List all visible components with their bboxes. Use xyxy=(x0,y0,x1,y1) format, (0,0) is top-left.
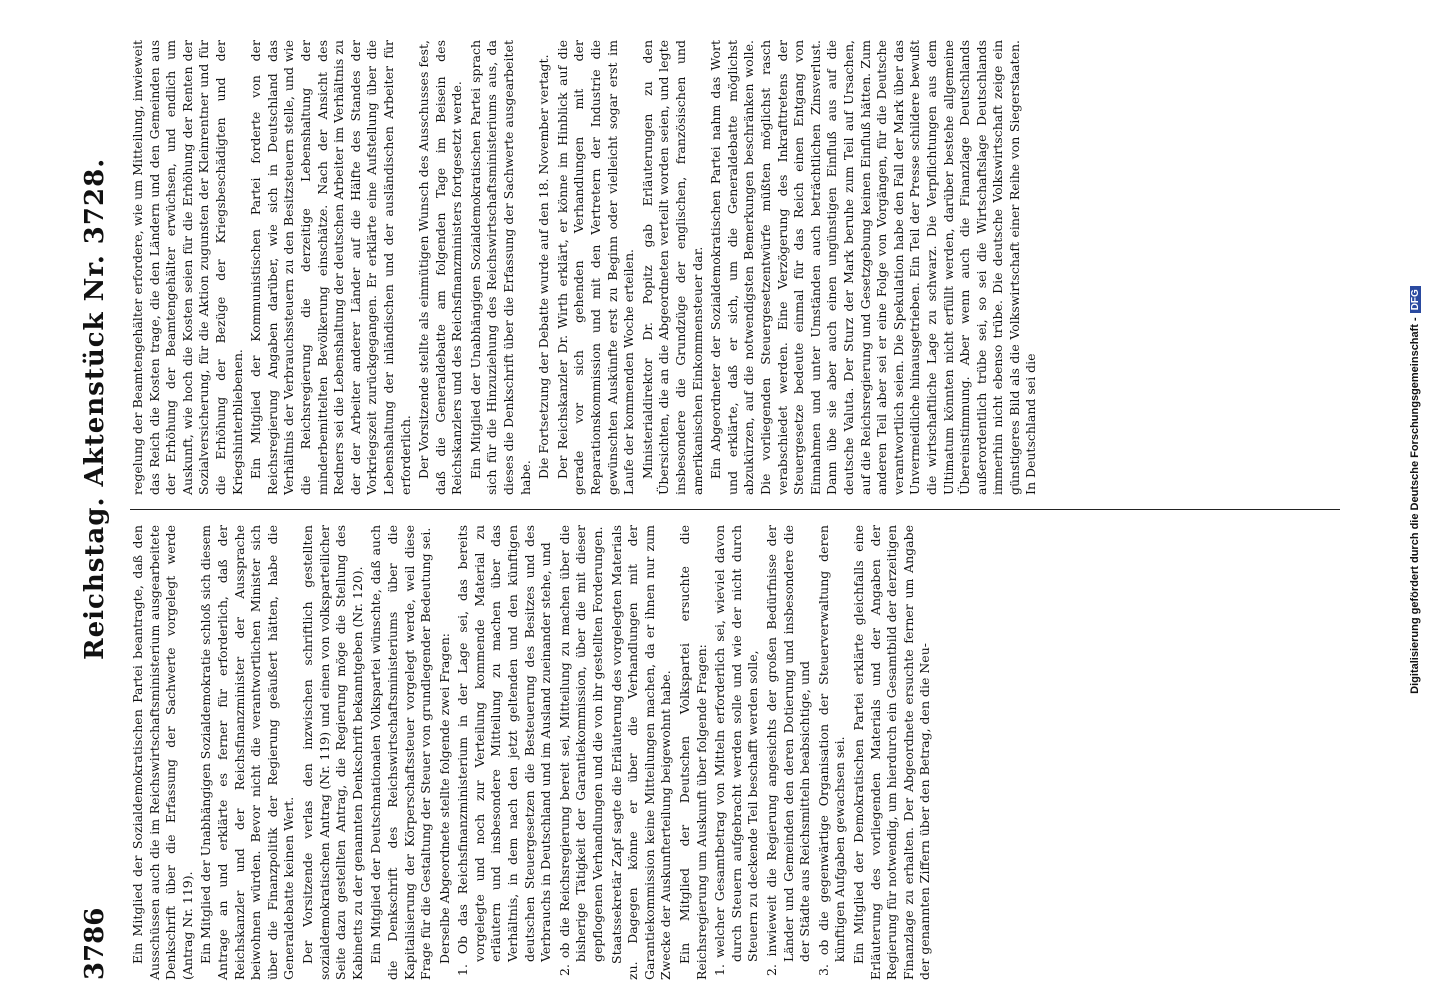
page-title: Reichstag. Aktenstück Nr. 3728. xyxy=(80,157,110,660)
paragraph: Ein Mitglied der Deutschen Volkspartei ersuchte die Reichsregierung um Auskunft über folgende Fragen: xyxy=(677,525,709,980)
paragraph: Ein Mitglied der Unabhängigen Sozialdemokratischen Partei sprach sich für die Hinzuziehung des Reichswirtschaftsministeriums aus, da dieses die Denkschrift über die Erfassung der Sachwerte ausgearbeitet habe. xyxy=(467,40,533,495)
paragraph: Ein Mitglied der Kommunistischen Partei forderte von der Reichsregierung Angaben darüber, wie sich in Deutschland das Verhältnis der Verbrauchssteuern zu den Besitzsteuern stelle, und wie die Reichsregierung die derzeitige Lebenshaltung der minderbemittelten Bevölkerung einschätze. Nach der Ansicht des Redners sei die Lebenshaltung der deutschen Arbeiter im Verhältnis zu der der Arbeiter anderer Länder auf die Hälfte des Standes der Vorkriegszeit zurückgegangen. Er erklärte eine Aufstellung über die Lebenshaltung der inländischen und der ausländischen Arbeiter für erforderlich. xyxy=(248,40,413,495)
paragraph: Ein Mitglied der Deutschnationalen Volkspartei wünschte, daß auch die Denkschrift des Reichswirtschaftsministeriums über die Kapitalisierung der Körperschaftssteuer vorgelegt werde, weil diese Frage für die Gestaltung der Steuer von grundlegender Bedeutung sei. xyxy=(368,525,434,980)
paragraph: Ein Mitglied der Demokratischen Partei erklärte gleichfalls eine Erläuterung des vorliegenden Materials und der Angaben der Regierung für notwendig, um hierdurch ein Gesamtbild der derzeitigen Finanzlage zu erhalten. Der Abgeordnete ersuchte ferner um Angabe der genannten Ziffern über den Betrag, den die Neu- xyxy=(850,525,933,980)
left-column xyxy=(130,525,936,980)
list-item: 1. welcher Gesamtbetrag von Mitteln erforderlich sei, wieviel davon durch Steuern aufgebracht werden solle und wie der nicht durch Steuern zu deckende Teil beschafft werden solle, xyxy=(712,525,761,976)
paragraph: Die Fortsetzung der Debatte wurde auf den 18. November vertagt. xyxy=(536,54,552,479)
rotated-sheet xyxy=(60,0,1360,1000)
paragraph: Der Reichskanzler Dr. Wirth erklärt, er könne im Hinblick auf die gerade vor sich gehenden Verhandlungen mit der Reparationskommission und mit den Vertretern der Industrie die gewünschten Auskünfte erst zu Beginn oder vielleicht sogar erst im Laufe der kommenden Woche erteilen. xyxy=(554,40,637,495)
paragraph: Staatssekretär Zapf sagte die Erläuterung des vorgelegten Materials zu. Dagegen könne er über die Verhandlungen mit der Garantiekommission keine Mitteilungen machen, da er ihnen nur zum Zwecke der Auskunfterteilung beigewohnt habe. xyxy=(608,525,674,980)
list-item: 3. ob die gegenwärtige Organisation der Steuerverwaltung deren künftigen Aufgaben gewachsen sei. xyxy=(815,525,848,976)
credit-label: Digitalisierung gefördert durch die Deutsche Forschungsgemeinschaft - xyxy=(1409,317,1421,694)
credit-text xyxy=(1409,0,1431,990)
paragraph: Der Vorsitzende verlas den inzwischen schriftlich gestellten sozialdemokratischen Antrag (Nr. 119) und einen von volksparteilicher Seite dazu gestellten Antrag, die Regierung möge die Stellung des Kabinetts zu der genannten Denkschrift bekanntgeben (Nr. 120). xyxy=(299,525,365,980)
list-item: 1. Ob das Reichsfinanzministerium in der Lage sei, das bereits vorgelegte und noch zur Verteilung kommende Material zu erläutern und insbesondere Mitteilung zu machen über das Verhältnis, in dem nach den jetzt geltenden und den künftigen deutschen Steuergesetzen die Besteuerung des Besitzes und des Verbrauchs in Deutschland und im Ausland zueinander stehe, und xyxy=(455,525,554,976)
page-header xyxy=(80,20,120,980)
list-item: 2. inwieweit die Regierung angesichts der großen Bedürfnisse der Länder und Gemeinden den deren Dotierung und insbesondere die der Städte aus Reichsmitteln beabsichtige, und xyxy=(763,525,813,976)
digitization-credit xyxy=(1406,0,1428,1000)
list-item: 2. ob die Reichsregierung bereit sei, Mitteilung zu machen über die bisherige Tätigkeit der Garantiekommission, über die mit dieser gepflogenen Verhandlungen und die von ihr gestellten Forderungen. xyxy=(556,525,606,976)
paragraph: Der Vorsitzende stellte als einmütigen Wunsch des Ausschusses fest, daß die Generaldebatte am folgenden Tage im Beisein des Reichskanzlers und des Reichsfinanzministers fortgesetzt werde. xyxy=(416,40,465,495)
page-number: 3786 xyxy=(80,907,110,980)
right-column xyxy=(130,40,1042,495)
text-columns xyxy=(130,20,1340,980)
paragraph: regelung der Beamtengehälter erfordere, wie um Mitteilung, inwieweit das Reich die Kosten trage, die den Ländern und den Gemeinden aus der Erhöhung der Beamtengehälter erwüchsen, und endlich um Auskunft, wie hoch die Kosten seien für die Erhöhung der Renten der Sozialversicherung, für die Aktion zugunsten der Kleinrentner und für die Erhöhung der Bezüge der Kriegsbeschädigten und der Kriegshinterbliebenen. xyxy=(130,40,245,495)
paragraph: Ein Mitglied der Unabhängigen Sozialdemokratie schloß sich diesem Antrage an und erklärte es ferner für erforderlich, daß der Reichskanzler und der Reichsfinanzminister der Aussprache beiwohnen würden. Bevor nicht die verantwortlichen Minister sich über die Finanzpolitik der Regierung geäußert hätten, habe die Generaldebatte keinen Wert. xyxy=(198,525,297,980)
paragraph: Derselbe Abgeordnete stellte folgende zwei Fragen: xyxy=(436,633,452,964)
scanned-page xyxy=(60,0,1434,1000)
paragraph: Ministerialdirektor Dr. Popitz gab Erläuterungen zu den Übersichten, die an die Abgeordneten verteilt worden seien, und legte insbesondere die Grundzüge der englischen, französischen und amerikanischen Einkommensteuer dar. xyxy=(639,40,705,495)
column-divider xyxy=(130,509,1340,510)
dfg-logo: DFG xyxy=(1410,286,1421,313)
paragraph: Ein Mitglied der Sozialdemokratischen Partei beantragte, daß den Ausschüssen auch die im Reichswirtschaftsministerium ausgearbeitete Denkschrift über die Erfassung der Sachwerte vorgelegt werde (Antrag Nr. 119). xyxy=(130,525,195,980)
paragraph: Ein Abgeordneter der Sozialdemokratischen Partei nahm das Wort und erklärte, daß er sich, um die Generaldebatte möglichst abzukürzen, auf die notwendigsten Bemerkungen beschränken wolle. Die vorliegenden Steuergesetzentwürfe müßten möglichst rasch verabschiedet werden. Eine Verzögerung des Inkrafttretens der Steuergesetze bedeute einmal für das Reich einen Entgang von Einnahmen und unter Umständen auch beträchtlichen Zinsverlust. Dann übe sie aber auch einen ungünstigen Einfluß aus auf die deutsche Valuta. Der Sturz der Mark beruhe zum Teil auf Ursachen, auf die Reichsregierung und Gesetzgebung keinen Einfluß hätten. Zum anderen Teil aber sei er eine Folge von Vorgängen, für die Deutsche verantwortlich seien. Die Spekulation habe den Fall der Mark über das Unvermeidliche hinausgetrieben. Ein Teil der Presse schildere bewußt die wirtschaftliche Lage zu schwarz. Die Verpflichtungen aus dem Ultimatum könnten nicht erfüllt werden, darüber bestehe allgemeine Übereinstimmung. Aber wenn auch die Finanzlage Deutschlands außerordentlich trübe sei, so sei die Wirtschaftslage Deutschlands immerhin nicht ebenso trübe. Die deutsche Volkswirtschaft zeige ein günstigeres Bild als die Volkswirtschaft einer Reihe von Siegerstaaten. In Deutschland sei die xyxy=(708,40,1039,495)
